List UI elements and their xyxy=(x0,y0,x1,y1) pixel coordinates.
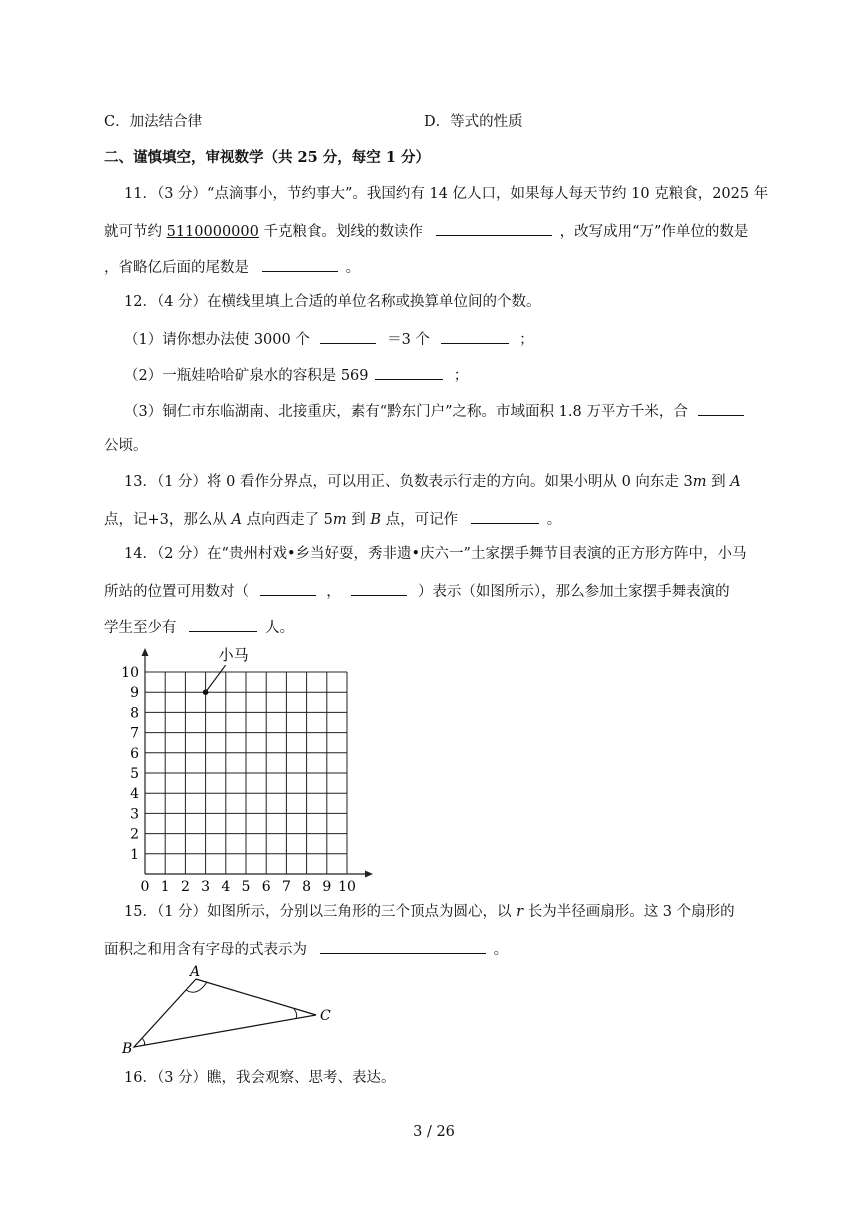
q11-text: ，改写成用“万”作单位的数是 xyxy=(559,224,749,240)
q15-text: 长为半径画扇形。这 3 个扇形的 xyxy=(523,904,735,920)
q12-text: （2）一瓶娃哈哈矿泉水的容积是 569 xyxy=(124,368,369,384)
q11-line1: 11．（3 分）“点滴事小，节约事大”。我国约有 14 亿人口，如果每人每天节约 10 克粮食，2025 年 xyxy=(124,186,769,202)
x-tick-label: 1 xyxy=(160,879,170,895)
q11-text: 千克粮食。划线的数读作 xyxy=(258,224,423,240)
q13-text: 。 xyxy=(546,512,562,528)
q14-text: 学生至少有 xyxy=(104,620,177,636)
q13-unit: m xyxy=(332,512,347,528)
q13-point: A xyxy=(231,512,242,528)
q15-text: 。 xyxy=(493,942,509,958)
x-tick-label: 6 xyxy=(261,879,271,895)
q14-text: 人。 xyxy=(265,620,295,636)
q12-line1: 12．（4 分）在横线里填上合适的单位名称或换算单位间的个数。 xyxy=(124,294,541,310)
q11-text: 就可节约 xyxy=(104,224,167,240)
pointer-line xyxy=(206,665,226,692)
q13-text: 点，记+3，那么从 xyxy=(104,512,232,528)
y-tick-label: 7 xyxy=(130,725,139,742)
q12-sub3-cont: 公顷。 xyxy=(104,438,148,454)
y-tick-label: 3 xyxy=(130,806,139,823)
q12-sub1 xyxy=(124,328,534,350)
y-tick-label: 6 xyxy=(130,745,139,762)
q13-line2 xyxy=(104,508,561,530)
q13-text: 到 xyxy=(706,474,731,490)
q13-point: A xyxy=(730,474,741,490)
q11-blank-1[interactable] xyxy=(436,220,552,236)
q13-blank[interactable] xyxy=(471,508,539,524)
y-axis-arrow xyxy=(142,648,149,656)
angle-arc-b xyxy=(142,1038,145,1045)
y-tick-label: 1 xyxy=(130,846,139,863)
y-tick-label: 8 xyxy=(130,705,139,722)
q12-blank-4[interactable] xyxy=(698,400,744,416)
q13-text: 13．（1 分）将 0 看作分界点，可以用正、负数表示行走的方向。如果小明从 0 向东走 3 xyxy=(124,474,693,490)
section-heading: 二、谨慎填空，审视数学（共 25 分，每空 1 分） xyxy=(104,149,430,166)
q15-text: 15．（1 分）如图所示，分别以三角形的三个顶点为圆心，以 xyxy=(124,904,517,920)
x-tick-label: 5 xyxy=(241,879,251,895)
q14-line1: 14．（2 分）在“贵州村戏•乡当好耍，秀非遗•庆六一”土家摆手舞节目表演的正方形方阵中，小马 xyxy=(124,546,747,562)
q11-line3 xyxy=(104,256,360,278)
q14-blank-3[interactable] xyxy=(189,616,257,632)
triangle-outline xyxy=(134,979,316,1047)
q15-blank[interactable] xyxy=(320,938,486,954)
q14-blank-1[interactable] xyxy=(260,580,316,596)
x-tick-label: 3 xyxy=(201,879,211,895)
q11-text: 。 xyxy=(345,260,361,276)
q14-blank-2[interactable] xyxy=(351,580,407,596)
option-c: C．加法结合律 xyxy=(104,114,203,130)
q12-text: （3）铜仁市东临湖南、北接重庆，素有“黔东门户”之称。市域面积 1.8 万平方千米，合 xyxy=(124,404,688,420)
q14-line2 xyxy=(104,580,730,602)
y-tick-label: 2 xyxy=(130,826,139,843)
x-tick-label: 9 xyxy=(322,879,332,895)
y-tick-label: 9 xyxy=(130,685,139,702)
q12-blank-2[interactable] xyxy=(441,328,509,344)
q14-line3 xyxy=(104,616,294,638)
vertex-label-c: C xyxy=(320,1008,331,1024)
q12-text: ＝3 个 xyxy=(387,332,430,348)
q11-text: ，省略亿后面的尾数是 xyxy=(104,260,249,276)
q13-text: 点向西走了 5 xyxy=(241,512,333,528)
x-tick-label: 2 xyxy=(180,879,190,895)
q12-sub2 xyxy=(124,364,468,386)
q13-text: 到 xyxy=(346,512,371,528)
q11-line2 xyxy=(104,220,748,242)
x-axis-arrow xyxy=(365,871,373,878)
x-tick-label: 8 xyxy=(302,879,312,895)
x-tick-label: 7 xyxy=(281,879,291,895)
q12-text: ； xyxy=(453,368,469,384)
q15-radius: r xyxy=(516,904,524,920)
point-label: 小马 xyxy=(218,646,249,665)
coordinate-grid-figure xyxy=(110,640,380,896)
q15-line2 xyxy=(104,938,508,960)
q11-blank-2[interactable] xyxy=(262,256,338,272)
q13-text: 点，可记作 xyxy=(381,512,459,528)
q16-line1: 16．（3 分）瞧，我会观察、思考、表达。 xyxy=(124,1070,396,1086)
triangle-figure xyxy=(114,960,344,1060)
q14-text: ， xyxy=(326,584,341,600)
q12-sub3 xyxy=(124,400,744,422)
vertex-label-a: A xyxy=(190,964,201,980)
y-tick-label: 4 xyxy=(130,786,139,803)
q15-text: 面积之和用含有字母的式表示为 xyxy=(104,942,307,958)
x-tick-label: 0 xyxy=(140,879,150,895)
q11-underlined-number: 5110000000 xyxy=(166,224,259,240)
angle-arc-c xyxy=(294,1009,297,1018)
y-tick-label: 10 xyxy=(121,665,139,681)
q13-line1 xyxy=(124,472,741,492)
q15-line1 xyxy=(124,902,735,922)
q12-blank-1[interactable] xyxy=(320,328,376,344)
q12-blank-3[interactable] xyxy=(375,364,443,380)
q12-text: （1）请你想办法使 3000 个 xyxy=(124,332,310,348)
page-number: 3 / 26 xyxy=(413,1124,455,1140)
q13-point: B xyxy=(370,512,382,528)
vertex-label-b: B xyxy=(122,1041,133,1057)
y-tick-label: 5 xyxy=(130,766,139,782)
q13-unit: m xyxy=(692,474,707,490)
option-d: D．等式的性质 xyxy=(424,114,523,130)
q14-text: ）表示（如图所示），那么参加土家摆手舞表演的 xyxy=(417,584,730,600)
q12-text: ； xyxy=(519,332,534,348)
q14-text: 所站的位置可用数对（ xyxy=(104,584,249,600)
position-point xyxy=(203,689,209,695)
x-tick-label: 10 xyxy=(338,879,356,895)
x-tick-label: 4 xyxy=(221,879,231,895)
